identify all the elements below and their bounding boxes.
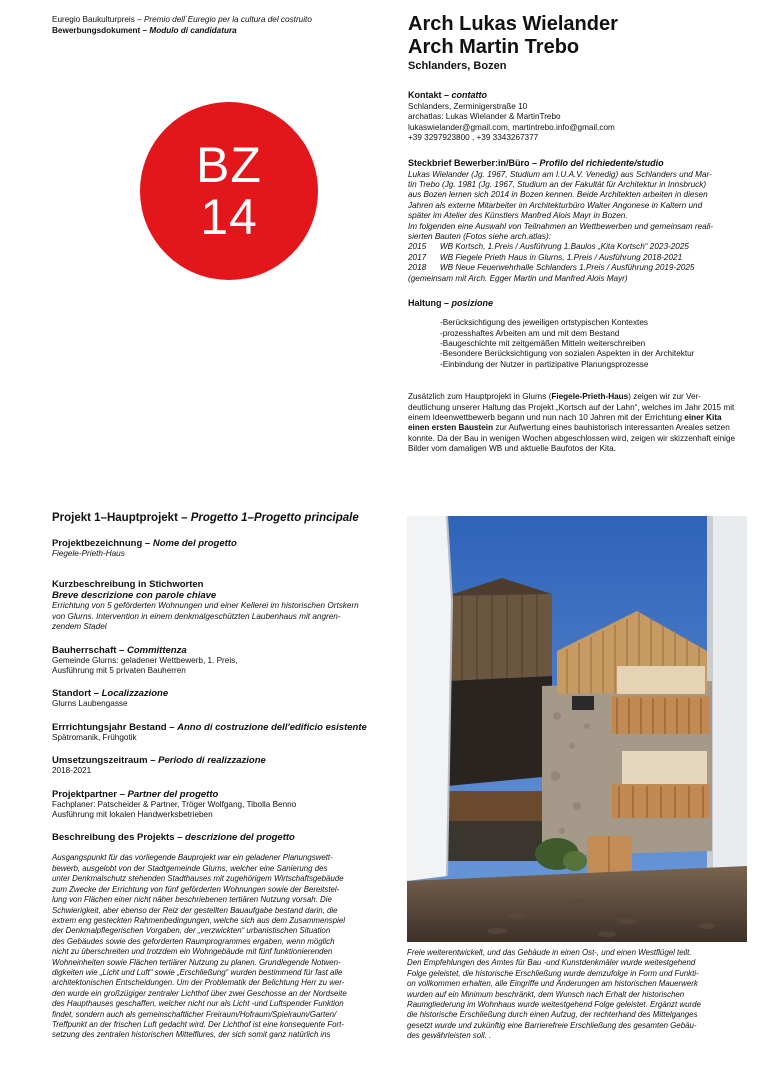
description-heading: Beschreibung des Projekts – descrizione del progetto — [52, 832, 295, 844]
stance-item: -Besondere Berücksichtigung von sozialen Aspekten in der Architektur — [440, 349, 695, 359]
field-heading: Bauherrschaft – Committenza — [52, 644, 187, 656]
building-illustration — [407, 516, 747, 942]
field-heading: Errrichtungsjahr Bestand – Anno di costruzione dell'edificio esistente — [52, 721, 367, 733]
project-title: Projekt 1–Hauptprojekt – Progetto 1–Progetto principale — [52, 512, 359, 524]
header-line-1: Euregio Baukulturpreis – Premio dell`Euregio per la cultura del costruito — [52, 15, 312, 24]
field-value: Fachplaner: Patscheider & Partner, Tröger Wolfgang, Tibolla Benno Ausführung mit lokalen Handwerksbetrieben — [52, 799, 297, 820]
work-item: 2018 WB Neue Feuerwehrhalle Schlanders 1.Preis / Ausführung 2019-2025 — [408, 263, 695, 273]
stance-list — [440, 318, 728, 370]
contact-email: lukaswielander@gmail.com, martintrebo.info@gmail.com — [408, 122, 615, 132]
field-value: Errichtung von 5 geförderten Wohnungen und einer Kellerei im historischen Ortskern von Glurns. Intervention in einem denkmalgeschützten Laubenhaus mit angren- zendem Stadel — [52, 601, 359, 632]
applicant-location: Schlanders, Bozen — [408, 60, 507, 72]
field-heading: Standort – Localizzazione — [52, 688, 169, 700]
field-value: Glurns Laubengasse — [52, 699, 128, 709]
bio-line: später im Atelier des Künstlers Manfred Alois Mayr in Bozen. — [408, 211, 628, 221]
extra-paragraph: Zusätzlich zum Hauptprojekt in Glurns (Fiegele-Prieth-Haus) zeigen wir zur Ver-deutlichung unserer Haltung das Projekt „Kortsch auf der Lahn“, welches im Jahr 2015 mit einem Ideenwettbewerb begann und nun nach 10 Jahren mit der Errichtung einer Kita einen ersten Baustein zur Aufwertung eines bauhistorisch interessanten Areales setzen konnte. Da der Bau in wenigen Wochen abgeschlossen wird, zeigen wir skizzenhaft einige Bilder vom damaligen WB und aktuelle Baufotos der Kita. — [408, 392, 736, 454]
field-heading: Projektpartner – Partner del progetto — [52, 788, 219, 800]
bz14-badge — [140, 102, 318, 280]
contact-phone: +39 3297923800 , +39 3343267377 — [408, 133, 539, 143]
document-header — [52, 15, 382, 36]
badge-line-2: 14 — [200, 189, 258, 245]
profile-heading: Steckbrief Bewerber:in/Büro – Profilo del richiedente/studio — [408, 157, 664, 168]
work-item: (gemeinsam mit Arch. Egger Martin und Manfred Alois Mayr) — [408, 273, 628, 283]
work-item: 2017 WB Fiegele Prieth Haus in Glurns, 1.Preis / Ausführung 2018-2021 — [408, 252, 683, 262]
contact-line: archatlas: Lukas Wielander & MartinTrebo — [408, 112, 561, 122]
field-subtitle: Breve descrizione con parole chiave — [52, 590, 217, 602]
contact-line: Schlanders, Zerminigerstraße 10 — [408, 102, 528, 111]
field-heading: Projektbezeichnung – Nome del progetto — [52, 538, 237, 549]
field-heading: Kurzbeschreibung in Stichworten — [52, 579, 204, 591]
field-value: Spätromanik, Frühgotik — [52, 732, 137, 742]
project-photo — [407, 516, 747, 942]
contact-heading: Kontakt – contatto — [408, 90, 488, 100]
bio-line: Lukas Wielander (Jg. 1967, Studium am I.U.A.V. Venedig) aus Schlanders und Mar- — [408, 169, 712, 179]
badge-line-1: BZ — [196, 137, 262, 193]
applicant-name-2: Arch Martin Trebo — [408, 36, 580, 58]
profile-bio — [408, 170, 728, 284]
stance-item: -prozesshaftes Arbeiten am und mit dem Bestand — [440, 328, 620, 338]
field-heading: Umsetzungszeitraum – Periodo di realizzazione — [52, 755, 266, 767]
work-item: 2015 WB Kortsch, 1.Preis / Ausführung 1.Baulos „Kita Kortsch“ 2023-2025 — [408, 242, 689, 252]
field-value: 2018-2021 — [52, 766, 92, 776]
header-line-2: Bewerbungsdokument – Modulo di candidatura — [52, 25, 237, 35]
bio-line: sierten Bauten (Fotos siehe arch.atlas): — [408, 232, 551, 242]
applicant-column — [408, 13, 736, 455]
stance-item: -Berücksichtigung des jeweiligen ortstypischen Kontextes — [440, 318, 648, 328]
bio-line: Im folgenden eine Auswahl von Teilnahmen an Wettbewerben und gemeinsam reali- — [408, 221, 714, 231]
bio-line: Jahren als externe Mitarbeiter im Architekturbüro Walter Angonese in Kaltern und — [408, 200, 703, 210]
applicant-name-1: Arch Lukas Wielander — [408, 13, 618, 35]
project-description: Ausgangspunkt für das vorliegende Bauprojekt war ein geladener Planungswett- bewerb, ausgelobt von der Stadtgemeinde Glurns, welcher eine Sanierung des unter Denkmalschutz stehenden Stadthauses mit zugehörigem Wirtschaftsgebäude zum Zwecke der Errichtung von fünf geförderten Wohnungen sowie der Bereitstel- lung von Flächen einer nicht näher beschriebenen tertiären Nutzung vorsah. Die Schwierigkeit, aber ebenso der Reiz der gestellten Bauaufgabe bestand darin, die extrem eng gesteckten Rahmenbedingungen, welche sich aus dem Zusammenspiel der Denkmalpflegerischen Vorgaben, der „verzwickten“ urbanistischen Situation des Gebäudes sowie des geforderten Raumprogrammes ergaben, wenn möglich nicht zu überschreiten und trotzdem ein Wohngebäude mit fünf funktionierenden Wohneinheiten sowie Flächen tertiärer Nutzung zu planen. Grundlegende Notwen- digkeiten wie „Licht und Luft“ sowie „Erschließung“ wurden bestimmend für fast alle architektonischen Entscheidungen. Um der Problematik der Belichtung Herr zu wer- den wurde ein großzügiger zentraler Lichthof über zwei Geschosse an der Nordseite des Haupthauses geschaffen, welcher nicht nur als Licht -und Luftspender Funktion findet, sondern auch als gemeinschaftlicher Freiraum/Hofraum/Spielraum/Garten/ Treffpunkt an der frischen Luft gedacht wird. Der Lichthof ist eine konsequente Fort- setzung des zentralen historischen Mittelflures, der sich somit ganz natürlich ins — [52, 853, 347, 1040]
contact-block — [408, 102, 728, 144]
bio-line: aus Bozen lernen sich 2014 in Bozen kennen. Beide Architekten arbeiten in diesen — [408, 190, 708, 200]
project-section — [52, 512, 397, 1041]
stance-item: -Einbindung der Nutzer in partizipative Planungsprozesse — [440, 359, 649, 369]
stance-item: -Baugeschichte mit zeitgemäßen Mitteln weiterschreiben — [440, 338, 646, 348]
photo-caption: Freie weiterentwickelt, und das Gebäude in einen Ost-, und einen Westflügel teilt. Den Empfehlungen des Amtes für Bau -und Kunstdenkmäler wurde weitestgehend Folge geleistet, die historische Erschließung wurde demzufolge in Form und Funkti- on vollkommen erhalten, alle Eingriffe und Änderungen am historischen Mauerwerk wurden auf ein Minimum beschränkt, dem Wunsch nach Erhalt der historischen Raumgliederung im Wohnhaus wurde weitestgehend Folge geleistet. Ergänzt wurde die historische Erschließung durch einen Aufzug, der rechterhand des Mittelganges gesetzt wurde und zukünftig eine Barrierefreie Erschließung des gesamten Gebäu- des gewährleisten soll. . — [407, 948, 701, 1041]
stance-heading: Haltung – posizione — [408, 298, 494, 309]
bio-line: tin Trebo (Jg. 1981 (Jg. 1967, Studium an der Fakultät für Architektur in Innsbruck) — [408, 180, 707, 190]
field-value: Gemeinde Glurns: geladener Wettbewerb, 1. Preis, Ausführung mit 5 privaten Bauherren — [52, 655, 238, 676]
field-value: Fiegele-Prieth-Haus — [52, 549, 125, 558]
